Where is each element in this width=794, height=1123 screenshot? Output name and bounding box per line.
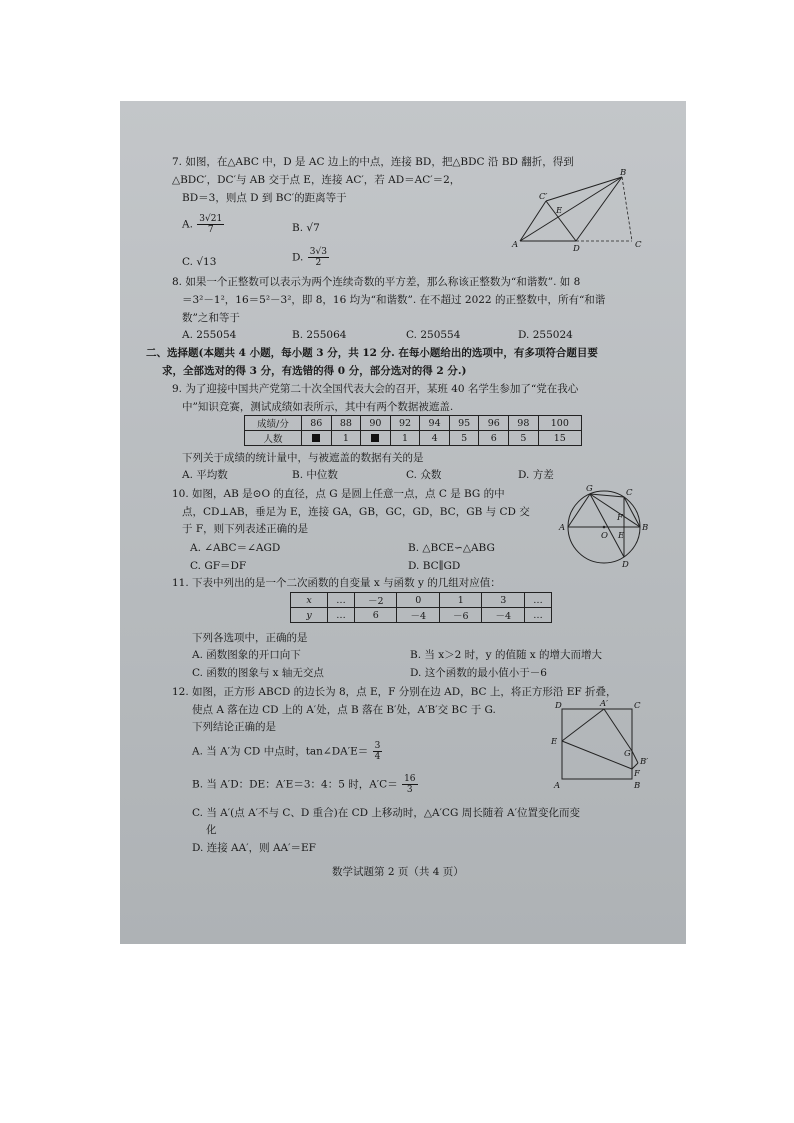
- q12-line2: 使点 A 落在边 CD 上的 A′处，点 B 落在 B′处，A′B′交 BC 于 G.: [192, 704, 496, 716]
- q9-score-table: [244, 415, 582, 446]
- q10-label-d: D: [622, 560, 629, 570]
- covered-data-mark: [371, 434, 379, 442]
- q8-option-b: B. 255064: [292, 329, 347, 341]
- q11-line2: 下列各选项中，正确的是: [192, 632, 308, 644]
- covered-data-mark: [312, 434, 320, 442]
- q12-line3: 下列结论正确的是: [192, 721, 276, 733]
- q7-label-a: A: [512, 240, 519, 250]
- q10-label-b: B: [642, 523, 649, 533]
- q11-table-row-x: [291, 593, 552, 608]
- q9-count-cell-3: [361, 431, 391, 446]
- q9-option-d: D. 方差: [518, 469, 554, 481]
- q9-table-row-scores: [245, 416, 582, 431]
- q11-y-cell-6: …: [524, 608, 551, 623]
- q7-option-c: C. √13: [182, 256, 217, 268]
- q11-option-d: D. 这个函数的最小值小于－6: [410, 667, 547, 679]
- q8-line1: 8. 如果一个正整数可以表示为两个连续奇数的平方差，那么称该正整数为“和谐数”. 如 8: [172, 276, 581, 288]
- q11-line1: 11. 下表中列出的是一个二次函数的自变量 x 与函数 y 的几组对应值：: [172, 577, 501, 589]
- q12-label-b: B: [634, 781, 641, 791]
- q10-line1: 10. 如图，AB 是⊙O 的直径，点 G 是圆上任意一点，点 C 是 BG 的中: [172, 488, 505, 500]
- q10-label-o: O: [601, 531, 608, 541]
- q7-option-a-fraction: $\frac{3√21}{7}$: [199, 214, 223, 235]
- q9-score-cell-2: 88: [331, 416, 361, 431]
- q12-option-d: D. 连接 AA′，则 AA′＝EF: [192, 842, 316, 854]
- q12-label-g: G: [624, 749, 631, 759]
- q7-line1: 7. 如图，在△ABC 中，D 是 AC 边上的中点，连接 BD，把△BDC 沿 BD 翻折，得到: [172, 156, 574, 168]
- q7-label-d: D: [573, 244, 580, 254]
- q7-triangle-figure: [512, 168, 652, 254]
- q9-table-row-counts: [245, 431, 582, 446]
- q12-option-b: B. 当 A′D：DE：A′E＝3：4：5 时，A′C＝ $\frac{16}{3}$: [192, 774, 416, 795]
- q10-circle-figure: [556, 483, 652, 569]
- q11-x-cell-1: …: [328, 593, 355, 608]
- q12-label-b-prime: B′: [640, 757, 649, 767]
- q7-option-d-fraction: $\frac{3√3}{2}$: [309, 247, 327, 268]
- q8-option-c: C. 250554: [406, 329, 461, 341]
- exam-sheet: [120, 101, 686, 944]
- q9-score-cell-1: 86: [302, 416, 332, 431]
- q9-option-c: C. 众数: [406, 469, 442, 481]
- q9-score-cell-4: 92: [390, 416, 420, 431]
- section2-heading-line1: 二、选择题(本题共 4 小题，每小题 3 分，共 12 分. 在每小题给出的选项中，有多项符合题目要: [146, 347, 598, 359]
- q9-score-cell-9: 100: [538, 416, 581, 431]
- q9-line3: 下列关于成绩的统计量中，与被遮盖的数据有关的是: [182, 452, 424, 464]
- q8-line3: 数”之和等于: [182, 312, 240, 324]
- q10-label-g: G: [586, 484, 593, 494]
- q12-option-c-line1: C. 当 A′(点 A′不与 C、D 重合)在 CD 上移动时，△A′CG 周长随着 A′位置变化而变: [192, 807, 580, 819]
- q12-option-b-fraction: $\frac{16}{3}$: [404, 774, 416, 795]
- q9-count-cell-2: 1: [331, 431, 361, 446]
- q12-label-a: A: [554, 781, 561, 791]
- q9-count-cell-4: 1: [390, 431, 420, 446]
- q9-count-cell-6: 5: [449, 431, 479, 446]
- q7-line3: BD＝3，则点 D 到 BC′的距离等于: [182, 192, 347, 204]
- q9-score-cell-8: 98: [509, 416, 539, 431]
- q11-y-cell-3: －4: [397, 608, 440, 623]
- q12-option-a: A. 当 A′为 CD 中点时，tan∠DA′E＝ $\frac{3}{4}$: [192, 741, 381, 762]
- q11-y-cell-0: y: [291, 608, 328, 623]
- q7-option-a: A. $\frac{3√21}{7}$: [182, 214, 223, 235]
- q8-line2: ＝3²－1²，16＝5²－3²，即 8，16 均为“和谐数”. 在不超过 2022 的正整数中，所有“和谐: [182, 294, 606, 306]
- page-footer: 数学试题第 2 页（共 4 页）: [332, 866, 464, 878]
- q10-label-a: A: [559, 523, 566, 533]
- q7-line2: △BDC′，DC′与 AB 交于点 E，连接 AC′，若 AD＝AC′＝2，: [172, 174, 461, 186]
- q12-label-a-prime: A′: [600, 699, 609, 709]
- q11-x-cell-2: －2: [354, 593, 397, 608]
- q11-option-c: C. 函数的图象与 x 轴无交点: [192, 667, 324, 679]
- q9-option-b: B. 中位数: [292, 469, 338, 481]
- q12-label-c: C: [634, 701, 641, 711]
- q10-option-a: A. ∠ABC＝∠AGD: [190, 542, 281, 554]
- q9-score-cell-7: 96: [479, 416, 509, 431]
- q11-x-cell-4: 1: [439, 593, 482, 608]
- q9-score-cell-3: 90: [361, 416, 391, 431]
- q7-option-b: B. √7: [292, 222, 320, 234]
- q10-option-b: B. △BCE∽△ABG: [408, 542, 495, 554]
- q9-line2: 中”知识竞赛，测试成绩如表所示，其中有两个数据被遮盖.: [182, 401, 454, 413]
- q12-square-figure: [551, 699, 654, 791]
- q7-label-c: C: [635, 240, 642, 250]
- q11-x-cell-6: …: [524, 593, 551, 608]
- q11-option-a: A. 函数图象的开口向下: [192, 649, 301, 661]
- q12-label-d: D: [555, 701, 562, 711]
- q11-y-cell-4: －6: [439, 608, 482, 623]
- q9-count-cell-0: 人数: [245, 431, 302, 446]
- q12-option-c-line2: 化: [206, 824, 217, 836]
- q9-count-cell-5: 4: [420, 431, 450, 446]
- q7-label-c-prime: C′: [539, 192, 548, 202]
- q10-line2: 点，CD⊥AB，垂足为 E，连接 GA，GB，GC，GD，BC，GB 与 CD 交: [182, 506, 530, 518]
- q9-score-cell-0: 成绩/分: [245, 416, 302, 431]
- q11-y-cell-1: …: [328, 608, 355, 623]
- q9-line1: 9. 为了迎接中国共产党第二十次全国代表大会的召开，某班 40 名学生参加了“党在我心: [172, 383, 579, 395]
- q10-option-c: C. GF＝DF: [190, 560, 247, 572]
- q10-label-e: E: [618, 531, 625, 541]
- q11-x-cell-5: 3: [482, 593, 525, 608]
- q7-label-b: B: [620, 168, 627, 178]
- q9-count-cell-1: [302, 431, 332, 446]
- q8-option-d: D. 255024: [518, 329, 573, 341]
- q12-line1: 12. 如图，正方形 ABCD 的边长为 8，点 E，F 分别在边 AD，BC 上，将正方形沿 EF 折叠，: [172, 686, 617, 698]
- q11-value-table: [290, 592, 552, 623]
- q11-y-cell-5: －4: [482, 608, 525, 623]
- q11-x-cell-0: x: [291, 593, 328, 608]
- q9-score-cell-6: 95: [449, 416, 479, 431]
- q10-line3: 于 F，则下列表述正确的是: [182, 523, 309, 535]
- q9-count-cell-9: 15: [538, 431, 581, 446]
- q11-option-b: B. 当 x＞2 时，y 的值随 x 的增大而增大: [410, 649, 603, 661]
- q10-option-d: D. BC∥GD: [408, 560, 461, 572]
- q10-label-f: F: [617, 513, 623, 523]
- q12-label-e: E: [551, 737, 558, 747]
- q10-label-c: C: [626, 488, 633, 498]
- q7-label-e: E: [556, 206, 563, 216]
- q7-option-d: D. $\frac{3√3}{2}$: [292, 247, 327, 268]
- q9-option-a: A. 平均数: [182, 469, 228, 481]
- q12-option-a-fraction: $\frac{3}{4}$: [374, 741, 381, 762]
- q9-score-cell-5: 94: [420, 416, 450, 431]
- q11-y-cell-2: 6: [354, 608, 397, 623]
- q11-table-row-y: [291, 608, 552, 623]
- q9-count-cell-7: 6: [479, 431, 509, 446]
- section2-heading-line2: 求，全部选对的得 3 分，有选错的得 0 分，部分选对的得 2 分.): [162, 365, 467, 377]
- q11-x-cell-3: 0: [397, 593, 440, 608]
- q12-label-f: F: [634, 769, 640, 779]
- q9-count-cell-8: 5: [509, 431, 539, 446]
- q8-option-a: A. 255054: [182, 329, 237, 341]
